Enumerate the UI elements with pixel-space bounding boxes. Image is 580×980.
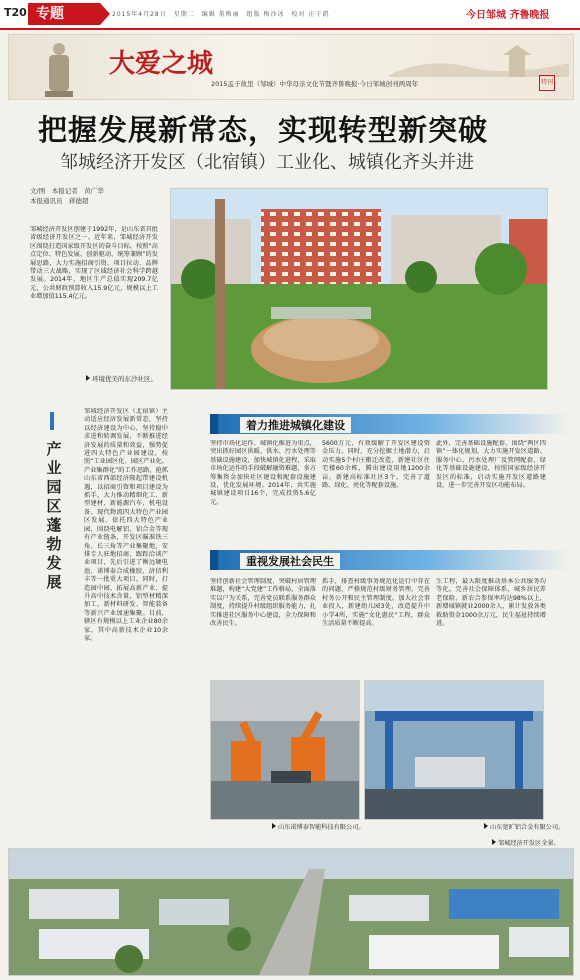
section1-column-1: 坚持市场化运作、城镇化推进为重点，突出抓好园区供暖、供水、污水处理等基础设施建设，加快城镇化进程，采取市场化运作的手段破解融资难题，多方筹集资金加快社区建设和配套设施建设，优化发展环境。2014年，共实施城镇建设项目16个，完成投资5.6亿元。 [210, 440, 316, 506]
community-photo-image [171, 189, 547, 389]
bottom-photo-caption [492, 838, 560, 847]
robot-factory-photo [210, 680, 360, 820]
aerial-photo-image [9, 849, 573, 975]
section-heading-text: 重视发展社会民生 [240, 553, 340, 569]
robot-factory-image [211, 681, 359, 819]
banner-subtitle: 2015孟子故里（邹城）中华母亲文化节暨齐鲁晚报·今日邹城创刊两周年 [211, 80, 419, 88]
subheadline: 邹城经济开发区（北宿镇）工业化、城镇化齐头并进 [60, 152, 474, 173]
banner-seal: 特刊 [539, 75, 555, 91]
banner [8, 34, 574, 100]
bottom-photo-caption-text: 邹城经济开发区全景。 [498, 840, 560, 847]
community-photo [170, 188, 548, 390]
headline: 把握发展新常态，实现转型新突破 [38, 113, 489, 147]
aerial-photo [8, 848, 574, 976]
right-photo-caption [484, 822, 564, 831]
banner-title: 大爱之城 [109, 49, 214, 79]
byline-reporter: 文/图 本报记者 黄广华 [30, 187, 104, 195]
left-column-text: 邹城经济开发区（北宿镇）主动适应经济发展新常态，坚持以经济建设为中心，坚持稳中求进和转调发展，不断推进经济发展的质量和效益，强势促进四大特色产业园建设，按照“工业园区化、园区产业化、产业集群化”的工作思路，抢抓山东省西部经济隆起带建设机遇，以招商引资和项目建设为抓手，大力推动精细化工、新型建材、新能源汽车、机电设备、现代物流四大特色产业园区发展。依托四大特色产业园，围绕电解铝、铝合金等现有产业链条，开发区瞄准铁三角、长三角等产业集聚地，安排专人驻地招商，跟踪洽谈产业项目，先后引进了衡远硬电池、诺博泰合成橡胶、济信利丰等一批重大项目。同时，打造园中园、拓展高新产业、提升高中技术含量，铝型材精深加工、新材料研发、智能装备等新兴产业加速集聚。目前，辖区有规模以上工业企业80余家，其中高新技术企业10余家。 [84, 408, 168, 642]
page-number: T20 [4, 6, 27, 19]
caption-arrow-icon [492, 839, 496, 845]
caption-arrow-icon [272, 823, 276, 829]
photo-caption-text: 环境优美的东沙社区。 [92, 375, 157, 383]
section-heading-text: 着力推进城镇化建设 [240, 417, 351, 433]
section-heading-bar [210, 414, 218, 434]
caption-arrow-icon [86, 375, 90, 381]
photo-caption [86, 374, 157, 383]
section2-column-2: 抓手，排查村级事务规范化运行中存在的问题，严格规范村级财务管理，完善村务公开和民主管理制度。加大社会事业投入，新建幼儿园3处，改造提升中小学4所，实施“文化惠民”工程，群众生活质量不断提高。 [322, 578, 430, 628]
section-heading-urbanization [210, 414, 570, 434]
left-photo-caption [272, 822, 365, 831]
byline-correspondent: 本报通讯员 蒋德超 [30, 197, 89, 205]
pagoda-silhouette-icon [389, 37, 569, 77]
section1-column-3: 此外，完善基础设施配套，围绕“两区四镇”一体化规划，大力实施开发区道路、服务中心、污水处理厂及管网配套、绿化等基础设施建设，按照国家级经济开发区的标准，启动实施开发区道路建设，进一步完善开发区功能布局。 [436, 440, 546, 490]
section-heading-bar [210, 550, 218, 570]
right-photo-caption-text: 山东宽旷铝合金有限公司。 [490, 824, 565, 831]
paper-logo: 今日邹城 齐鲁晚报 [466, 10, 550, 21]
left-column-title: 产业园区蓬勃发展 [46, 440, 62, 591]
left-column-accent-bar [50, 412, 54, 430]
aluminum-factory-photo [364, 680, 544, 820]
section1-column-2: 5600万元，有效缓解了开发区建设资金压力。同时，充分挖掘土地潜力，启动实施5个村庄搬迁改造，新建社区住宅楼60余栋，腾出建设用地1200余亩，新建高标准社区3个，完善了道路、绿化、亮化等配套设施。 [322, 440, 430, 490]
edition-meta: 2015年4月28日 星期二 编辑 董梅丽 组版 梅沙冰 校对 庄于凯 [112, 11, 330, 18]
section-tag: 专题 [28, 3, 100, 25]
caption-arrow-icon [484, 823, 488, 829]
lead-paragraph: 邹城经济开发区创建于1992年，是山东省首批省级经济开发区之一。近年来，邹城经济开发区围绕打造国家级开发区的奋斗目标，按照“高点定位、特色发展、创新驱动、统筹兼顾”的发展思路，大力实施招商引资、项目拉动、品牌带动三大战略，实现了区域经济社会科学跨越发展。2014年，地区生产总值实现209.7亿元，公共财政预算收入15.9亿元，规模以上工业增加值115.4亿元。 [30, 226, 158, 301]
aluminum-factory-image [365, 681, 543, 819]
left-photo-caption-text: 山东诺博泰智能科技有限公司。 [278, 824, 365, 831]
section-heading-livelihood [210, 550, 570, 570]
section2-column-1: 坚持创新社会管理制度，突破村居管理难题，构建“大党建”工作格局，全面落实以户为关系，完善党员联系服务群众制度，持续提升村级组织服务能力，扎实推进社区服务中心建设，全力保障和改善民生。 [210, 578, 316, 628]
statue-icon [39, 39, 79, 99]
section2-column-3: 生工程，最大限度推动基本公共服务均等化，完善社会保障体系，城乡居民养老保险、新农合参保率均达98%以上，新增城镇就业2000余人，累计发放各类救助资金1000余万元，民生福祉持续增进。 [436, 578, 546, 628]
